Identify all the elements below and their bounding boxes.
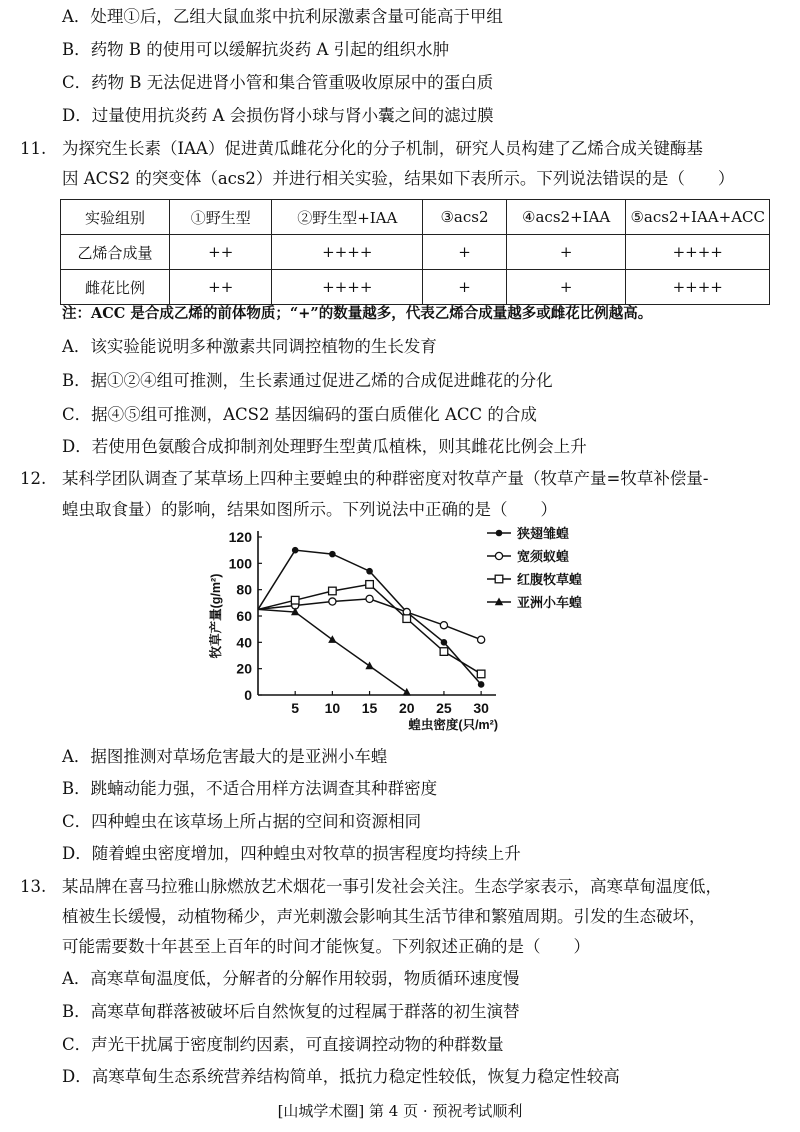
q13-option-d: D．高寒草甸生态系统营养结构简单，抵抗力稳定性较低，恢复力稳定性较高 (62, 1067, 620, 1086)
table-cell: ++ (170, 235, 272, 270)
data-point-series-1 (366, 568, 373, 575)
q10-option-c: C．药物 B 无法促进肾小管和集合管重吸收原尿中的蛋白质 (62, 73, 494, 92)
q10-option-d: D．过量使用抗炎药 A 会损伤肾小球与肾小囊之间的滤过膜 (62, 106, 494, 125)
legend-label-2: 宽须蚁蝗 (517, 549, 570, 564)
x-tick-label: 30 (473, 700, 489, 716)
data-point-series-4 (403, 688, 411, 696)
legend-marker-3 (495, 575, 503, 583)
data-point-series-3 (403, 615, 411, 623)
table-header-cell: 实验组别 (61, 200, 170, 235)
q11-option-d: D．若使用色氨酸合成抑制剂处理野生型黄瓜植株，则其雌花比例会上升 (62, 437, 587, 456)
q11-option-b: B．据①②④组可推测，生长素通过促进乙烯的合成促进雌花的分化 (62, 371, 553, 390)
legend-label-4: 亚洲小车蝗 (517, 595, 583, 610)
q12-option-b: B．跳蝻动能力强，不适合用样方法调查其种群密度 (62, 779, 438, 798)
data-point-series-1 (441, 639, 448, 646)
table-cell: ++++ (272, 235, 423, 270)
q13-option-c: C．声光干扰属于密度制约因素，可直接调控动物的种群数量 (62, 1035, 504, 1054)
q13-stem-line1: 某品牌在喜马拉雅山脉燃放艺术烟花一事引发社会关注。生态学家表示，高寒草甸温度低， (62, 877, 722, 896)
data-point-series-1 (292, 547, 299, 554)
data-point-series-2 (440, 622, 447, 629)
data-point-series-3 (329, 587, 337, 595)
data-point-series-3 (477, 670, 485, 678)
table-header-row (61, 200, 770, 235)
x-tick-label: 5 (291, 700, 300, 716)
q11-stem-line1: 为探究生长素（IAA）促进黄瓜雌花分化的分子机制，研究人员构建了乙烯合成关键酶基 (62, 139, 703, 158)
q13-number: 13. (20, 877, 47, 896)
table-header-cell: ①野生型 (170, 200, 272, 235)
y-tick-label: 60 (236, 608, 252, 624)
q11-stem-line2: 因 ACS2 的突变体（acs2）并进行相关实验，结果如下表所示。下列说法错误的是（ ） (62, 169, 735, 188)
x-axis-label: 蝗虫密度(只/m²) (408, 718, 498, 732)
data-point-series-3 (440, 648, 448, 656)
data-point-series-4 (365, 662, 373, 670)
data-point-series-1 (478, 681, 485, 688)
table-cell: ++++ (626, 270, 770, 305)
x-tick-label: 10 (324, 700, 341, 716)
x-tick-label: 25 (436, 700, 452, 716)
data-point-series-2 (478, 636, 485, 643)
q13-stem-line2: 植被生长缓慢，动植物稀少，声光刺激会影响其生活节律和繁殖周期。引发的生态破坏， (62, 907, 706, 926)
table-header-cell: ⑤acs2+IAA+ACC (626, 200, 770, 235)
q13-stem-line3: 可能需要数十年甚至上百年的时间才能恢复。下列叙述正确的是（ ） (62, 937, 590, 956)
q12-option-d: D．随着蝗虫密度增加，四种蝗虫对牧草的损害程度均持续上升 (62, 844, 521, 863)
table-cell: ++ (170, 270, 272, 305)
q13-option-b: B．高寒草甸群落被破坏后自然恢复的过程属于群落的初生演替 (62, 1002, 520, 1021)
series-line-4 (258, 609, 407, 692)
legend-marker-2 (495, 552, 502, 559)
table-cell: + (506, 235, 626, 270)
table-cell: + (506, 270, 626, 305)
q10-option-b: B．药物 B 的使用可以缓解抗炎药 A 引起的组织水肿 (62, 40, 450, 59)
q12-option-c: C．四种蝗虫在该草场上所占据的空间和资源相同 (62, 812, 422, 831)
q12-stem-line2: 蝗虫取食量）的影响，结果如图所示。下列说法中正确的是（ ） (62, 500, 557, 519)
table-row (61, 270, 770, 305)
data-point-series-2 (329, 598, 336, 605)
table-header-cell: ④acs2+IAA (506, 200, 626, 235)
q11-option-a: A．该实验能说明多种激素共同调控植物的生长发育 (62, 337, 437, 356)
legend-marker-1 (496, 530, 503, 537)
q12-stem-line1: 某科学团队调查了某草场上四种主要蝗虫的种群密度对牧草产量（牧草产量=牧草补偿量- (62, 469, 709, 488)
q11-note: 注：ACC 是合成乙烯的前体物质；“+”的数量越多，代表乙烯合成量越多或雌花比例越高。 (62, 305, 653, 322)
q12-option-a: A．据图推测对草场危害最大的是亚洲小车蝗 (62, 747, 388, 766)
q11-number: 11. (20, 139, 47, 158)
x-tick-label: 20 (398, 700, 415, 716)
table-row (61, 235, 770, 270)
y-tick-label: 100 (228, 555, 252, 572)
y-tick-label: 120 (228, 529, 252, 545)
table-cell: 雌花比例 (61, 270, 170, 305)
data-point-series-4 (328, 635, 336, 643)
y-tick-label: 20 (236, 660, 252, 677)
table-header-cell: ③acs2 (423, 200, 507, 235)
data-point-series-2 (366, 595, 373, 602)
table-cell: 乙烯合成量 (61, 235, 170, 270)
data-point-series-1 (329, 551, 336, 558)
y-tick-label: 40 (236, 634, 252, 651)
table-header-cell: ②野生型+IAA (272, 200, 423, 235)
table-cell: + (423, 235, 507, 270)
legend-label-1: 狭翅雏蝗 (517, 526, 570, 541)
y-tick-label: 80 (236, 581, 252, 598)
table-cell: ++++ (626, 235, 770, 270)
data-point-series-3 (366, 581, 374, 589)
legend-label-3: 红腹牧草蝗 (517, 572, 583, 587)
page-footer: [山城学术圈] 第 4 页 · 预祝考试顺利 (277, 1102, 523, 1120)
y-tick-label: 0 (244, 687, 252, 703)
q11-option-c: C．据④⑤组可推测，ACS2 基因编码的蛋白质催化 ACC 的合成 (62, 405, 537, 424)
y-axis-label: 牧草产量(g/m²) (209, 573, 223, 659)
table-cell: + (423, 270, 507, 305)
q10-option-a: A．处理①后，乙组大鼠血浆中抗利尿激素含量可能高于甲组 (62, 7, 503, 26)
q13-option-a: A．高寒草甸温度低，分解者的分解作用较弱，物质循环速度慢 (62, 969, 520, 988)
q12-number: 12. (20, 469, 47, 488)
data-point-series-3 (291, 596, 299, 604)
q11-table (60, 199, 770, 305)
table-cell: ++++ (272, 270, 423, 305)
x-tick-label: 15 (361, 700, 378, 716)
q12-line-chart (200, 515, 600, 735)
